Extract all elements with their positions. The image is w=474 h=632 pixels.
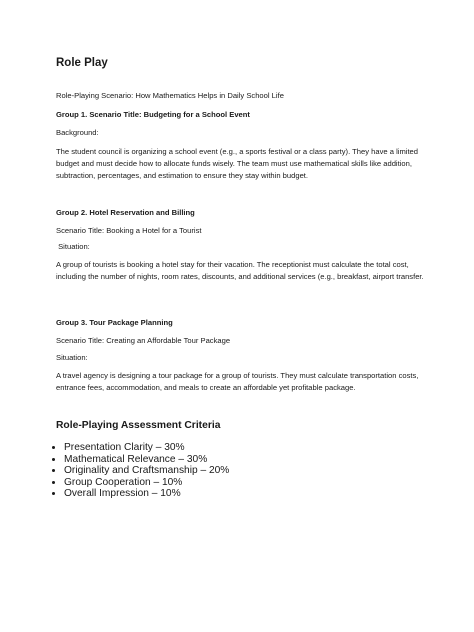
group2-scenario-title: Scenario Title: Booking a Hotel for a Tourist [56, 226, 202, 235]
group2-label: Situation: [56, 242, 90, 251]
group3-label: Situation: [56, 353, 88, 362]
list-item: • Group Cooperation – 10% [64, 477, 229, 489]
criteria-list [50, 442, 229, 500]
group1-body: The student council is organizing a school event (e.g., a sports festival or a class party). They have a limited budget and must decide how to allocate funds wisely. The team must use mathematical skills like addition, subtraction, percentages, and estimation to ensure they stay within budget. [56, 147, 419, 181]
group3-body: A travel agency is designing a tour package for a group of tourists. They must calculate transportation costs, entrance fees, accommodation, and meals to create an affordable yet profitable package. [56, 371, 419, 393]
criteria-heading: Role-Playing Assessment Criteria [56, 420, 221, 431]
page-title: Role Play [56, 57, 108, 69]
group1-label: Background: [56, 128, 99, 137]
list-item: • Originality and Craftsmanship – 20% [64, 465, 229, 477]
scenario-subtitle: Role-Playing Scenario: How Mathematics Helps in Daily School Life [56, 91, 284, 100]
group1-heading: Group 1. Scenario Title: Budgeting for a School Event [56, 110, 250, 119]
group3-scenario-title: Scenario Title: Creating an Affordable Tour Package [56, 336, 231, 345]
list-item: • Overall Impression – 10% [64, 488, 229, 500]
list-item: • Mathematical Relevance – 30% [64, 454, 229, 466]
list-item: • Presentation Clarity – 30% [64, 442, 229, 454]
group2-heading: Group 2. Hotel Reservation and Billing [56, 208, 195, 217]
group2-body: A group of tourists is booking a hotel stay for their vacation. The receptionist must calculate the total cost, including the number of nights, room rates, discounts, and additional services (e.g., breakfast, airport transfer. [56, 260, 424, 282]
group3-heading: Group 3. Tour Package Planning [56, 318, 173, 327]
